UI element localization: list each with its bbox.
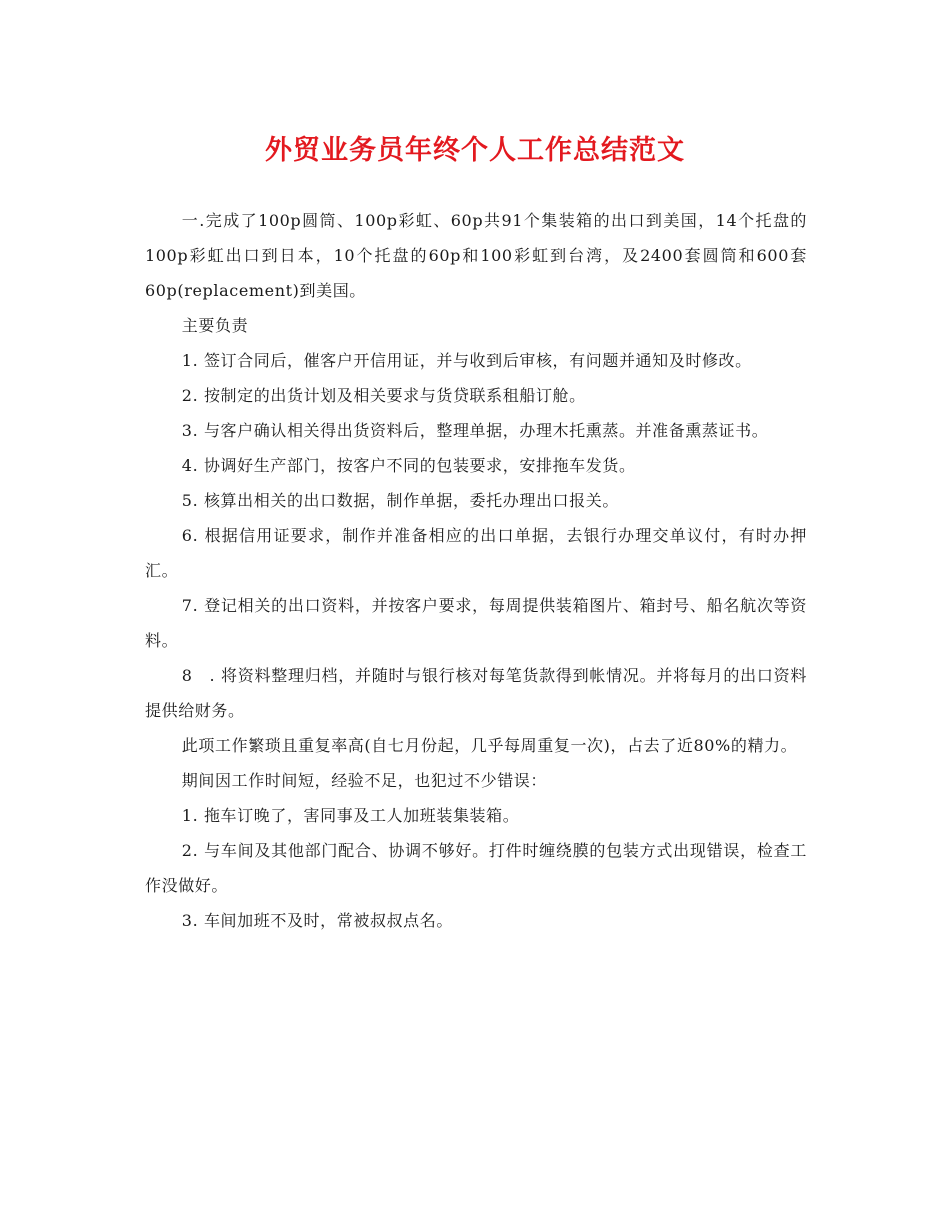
paragraph-duty-6: 6. 根据信用证要求，制作并准备相应的出口单据，去银行办理交单议付，有时办押汇。	[145, 526, 807, 580]
paragraph-duty-8: 8 . 将资料整理归档，并随时与银行核对每笔货款得到帐情况。并将每月的出口资料提供给财务。	[145, 666, 807, 720]
paragraph-mistakes-intro: 期间因工作时间短，经验不足，也犯过不少错误：	[181, 771, 547, 790]
paragraph-duty-7: 7. 登记相关的出口资料，并按客户要求，每周提供装箱图片、箱封号、船名航次等资料。	[145, 596, 807, 650]
paragraph-mistake-1: 1. 拖车订晚了，害同事及工人加班装集装箱。	[181, 806, 520, 825]
paragraph-mistake-2: 2. 与车间及其他部门配合、协调不够好。打件时缠绕膜的包装方式出现错误，检查工作没做好。	[145, 841, 807, 895]
paragraph-duty-4: 4. 协调好生产部门，按客户不同的包装要求，安排拖车发货。	[181, 456, 636, 475]
paragraph-mistake-3: 3. 车间加班不及时，常被叔叔点名。	[181, 911, 453, 930]
paragraph-duty-2: 2. 按制定的出货计划及相关要求与货贷联系租船订舱。	[181, 386, 586, 405]
paragraph-duty-5: 5. 核算出相关的出口数据，制作单据，委托办理出口报关。	[181, 491, 619, 510]
paragraph-responsibilities-heading: 主要负责	[181, 316, 249, 335]
document-title: 外贸业务员年终个人工作总结范文	[265, 135, 685, 166]
paragraph-duty-3: 3. 与客户确认相关得出货资料后，整理单据，办理木托熏蒸。并准备熏蒸证书。	[181, 421, 769, 440]
document-body	[145, 203, 807, 938]
paragraph-workload-note: 此项工作繁琐且重复率高(自七月份起，几乎每周重复一次)，占去了近80%的精力。	[181, 736, 798, 755]
paragraph-summary: 一.完成了100p圆筒、100p彩虹、60p共91个集装箱的出口到美国，14个托盘的100p彩虹出口到日本，10个托盘的60p和100彩虹到台湾，及2400套圆筒和600套60p(replacement)到美国。	[145, 211, 807, 300]
paragraph-duty-1: 1. 签订合同后，催客户开信用证，并与收到后审核，有问题并通知及时修改。	[181, 351, 752, 370]
